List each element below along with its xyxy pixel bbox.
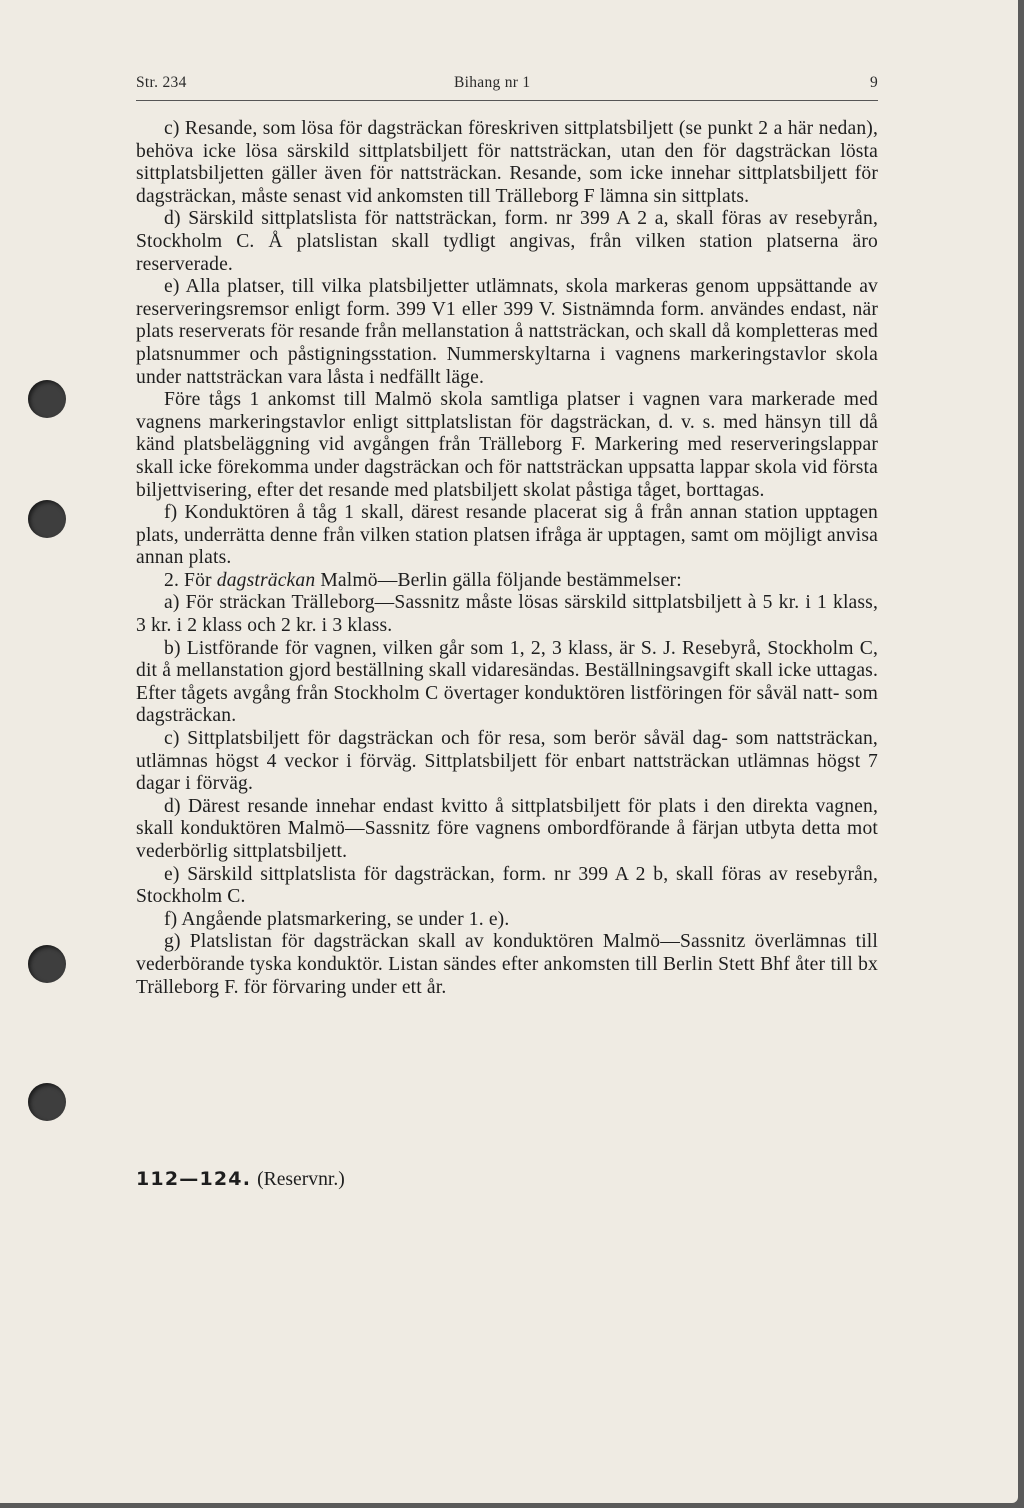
- paragraph-text: d) Därest resande innehar endast kvitto å sittplatsbiljett för plats i den direkta vagnen, skall konduktören Malmö—Sassnitz före vagnens ombordförande å färjan utbyta detta mot vederbörlig sittplatsbiljett.: [136, 795, 878, 862]
- page-number-label: Str. 234: [136, 74, 187, 91]
- paragraph: [136, 118, 878, 208]
- paragraph-text: d) Särskild sittplatslista för nattsträckan, form. nr 399 A 2 a, skall föras av resebyrån, Stockholm C. Å platslistan skall tydligt angivas, från vilken station platserna äro reserverade.: [136, 208, 878, 275]
- punch-hole: [28, 945, 66, 983]
- body-text: [136, 118, 878, 999]
- paragraph-lead: 2. För: [164, 569, 217, 591]
- paragraph-text: f) Konduktören å tåg 1 skall, därest resande placerat sig å från annan station upptagen plats, underrätta denne från vilken station platsen ifråga är upptagen, samt om möjligt anvisa annan plats.: [136, 502, 878, 569]
- punch-hole: [28, 380, 66, 418]
- paragraph: [136, 570, 878, 593]
- paragraph: [136, 796, 878, 864]
- paragraph-text: c) Sittplatsbiljett för dagsträckan och för resa, som berör såväl dag- som nattsträckan, utlämnas högst 4 veckor i förväg. Sittplatsbiljett för enbart nattsträckan utlämnas högst 7 dagar i förväg.: [136, 728, 878, 795]
- running-title: Bihang nr 1: [454, 74, 531, 91]
- paragraph: [136, 864, 878, 909]
- paragraph: [136, 728, 878, 796]
- paragraph: [136, 592, 878, 637]
- reserve-number: 112—124.: [136, 1168, 252, 1190]
- paragraph: [136, 502, 878, 570]
- reserve-number-line: [136, 1168, 345, 1191]
- paragraph-text: c) Resande, som lösa för dagsträckan föreskriven sittplatsbiljett (se punkt 2 a här nedan), behöva icke lösa särskild sittplatsbiljett för nattsträckan, utan den för dagsträckan lösta sittplatsbiljetten gäller även för nattsträckan. Resande, som icke innehar sittplatsbiljett för dagsträckan, måste senast vid ankomsten till Trälleborg F lämna sin sittplats.: [136, 118, 878, 207]
- paragraph: [136, 208, 878, 276]
- paragraph-emphasis: dagsträckan: [216, 569, 316, 591]
- punch-hole: [28, 500, 66, 538]
- paragraph-text: a) För sträckan Trälleborg—Sassnitz måste lösas särskild sittplatsbiljett à 5 kr. i 1 klass, 3 kr. i 2 klass och 2 kr. i 3 klass.: [136, 592, 878, 637]
- page-header: [136, 74, 878, 98]
- punch-hole: [28, 1083, 66, 1121]
- paragraph-text: e) Särskild sittplatslista för dagsträckan, form. nr 399 A 2 b, skall föras av resebyrån, Stockholm C.: [136, 863, 878, 908]
- paragraph-tail: Malmö—Berlin gälla följande bestämmelser:: [315, 569, 682, 591]
- header-rule: [136, 100, 878, 101]
- paragraph-text: b) Listförande för vagnen, vilken går som 1, 2, 3 klass, är S. J. Resebyrå, Stockholm C, dit å mellanstation gjord beställning skall vidaresändas. Beställningsavgift skall icke uttagas. Efter tågets avgång från Stockholm C övertager konduktören listföringen för såväl natt- som dagsträckan.: [136, 637, 878, 727]
- paragraph: [136, 276, 878, 389]
- reserve-note: (Reservnr.): [257, 1169, 345, 1190]
- paragraph-text: f) Angående platsmarkering, se under 1. e).: [164, 908, 510, 930]
- paragraph: [136, 638, 878, 728]
- section-number: 9: [869, 74, 878, 91]
- paragraph: [136, 389, 878, 502]
- paragraph: [136, 931, 878, 999]
- paragraph: [136, 909, 878, 932]
- paragraph-text: g) Platslistan för dagsträckan skall av konduktören Malmö—Sassnitz överlämnas till vederbörande tyska konduktör. Listan sändes efter ankomsten till Berlin Stett Bhf åter till bx Trälleborg F. för förvaring under ett år.: [136, 931, 878, 998]
- paragraph-text: Före tågs 1 ankomst till Malmö skola samtliga platser i vagnen vara markerade med vagnens markeringstavlor enligt sittplatslistan för dagsträckan, d. v. s. med hänsyn till då känd platsbeläggning vid avgången från Trälleborg F. Markering med reserveringslappar skall icke förekomma under dagsträckan och för nattsträckan uppsatta lappar skola vid första biljettvisering, efter det resande med platsbiljett skolat påstiga tåget, borttagas.: [136, 389, 878, 501]
- paragraph-text: e) Alla platser, till vilka platsbiljetter utlämnats, skola markeras genom uppsättande av reserveringsremsor enligt form. 399 V1 eller 399 V. Sistnämnda form. användes endast, när plats reserverats för resande från mellanstation å nattsträckan, och skall då kompletteras med platsnummer och påstigningsstation. Nummerskyltarna i vagnens markeringstavlor skola under nattsträckan vara låsta i nedfällt läge.: [136, 276, 878, 388]
